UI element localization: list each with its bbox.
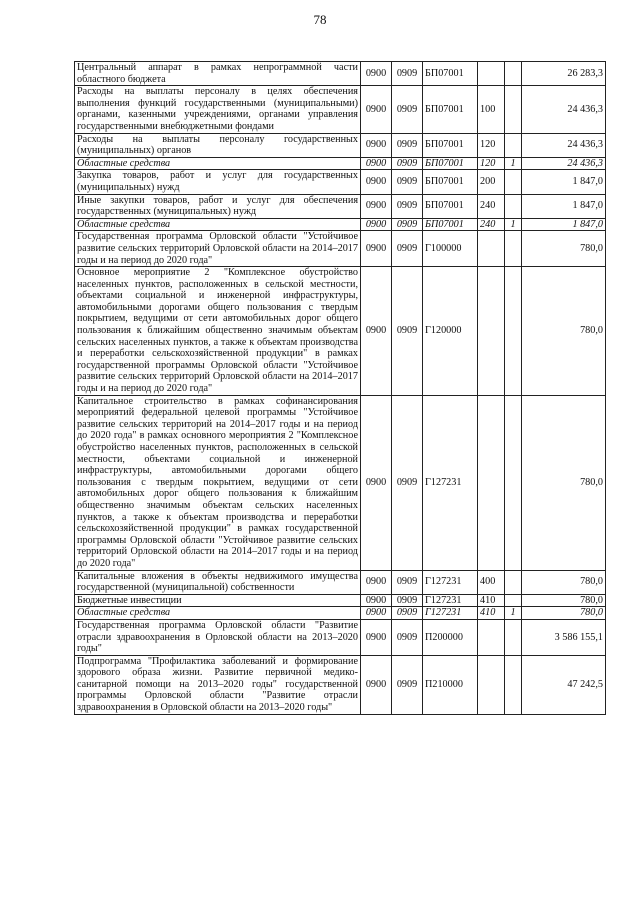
row-name: Бюджетные инвестиции — [75, 594, 361, 607]
row-funding-source — [505, 267, 522, 396]
row-funding-source — [505, 170, 522, 194]
row-expense-type — [478, 62, 505, 86]
row-funding-source: 1 — [505, 607, 522, 620]
row-target-code: БП07001 — [423, 62, 478, 86]
row-name: Расходы на выплаты персоналу государственных (муниципальных) органов — [75, 133, 361, 157]
row-target-code: Г127231 — [423, 570, 478, 594]
row-funding-source — [505, 655, 522, 714]
row-section-code: 0909 — [392, 619, 423, 655]
table-row — [75, 157, 606, 170]
row-section-code: 0909 — [392, 267, 423, 396]
row-amount: 780,0 — [522, 594, 606, 607]
row-funding-source — [505, 570, 522, 594]
table-row — [75, 231, 606, 267]
row-name: Областные средства — [75, 157, 361, 170]
row-ved-code: 0900 — [361, 157, 392, 170]
row-target-code: БП07001 — [423, 133, 478, 157]
row-ved-code: 0900 — [361, 570, 392, 594]
row-name: Основное мероприятие 2 "Комплексное обустройство населенных пунктов, расположенных в сельской местности, объектами социальной и инженерной инфраструктуры, автомобильными дорогами общего пользования с твердым покрытием, ведущими от сети автомобильных дорог общего пользования к ближайшим общественно значимым объектам сельских населенных пунктов, а также к объектам производства и переработки сельскохозяйственной продукции" в рамках государственной программы Орловской области "Устойчивое развитие сельских территорий Орловской области на 2014–2017 годы и на период до 2020 года" — [75, 267, 361, 396]
table-row — [75, 170, 606, 194]
row-name: Подпрограмма "Профилактика заболеваний и формирование здорового образа жизни. Развитие первичной медико-санитарной помощи на 2013–2020 годы" государственной программы Орловской области "Развитие отрасли здравоохранения в Орловской области на 2013–2020 годы" — [75, 655, 361, 714]
row-funding-source: 1 — [505, 157, 522, 170]
row-name: Иные закупки товаров, работ и услуг для обеспечения государственных (муниципальных) нужд — [75, 194, 361, 218]
row-amount: 1 847,0 — [522, 218, 606, 231]
row-amount: 1 847,0 — [522, 170, 606, 194]
row-amount: 24 436,3 — [522, 86, 606, 133]
row-ved-code: 0900 — [361, 86, 392, 133]
row-target-code: БП07001 — [423, 157, 478, 170]
row-section-code: 0909 — [392, 395, 423, 570]
row-target-code: БП07001 — [423, 170, 478, 194]
row-ved-code: 0900 — [361, 607, 392, 620]
row-name: Капитальное строительство в рамках софинансирования мероприятий федеральной целевой программы "Устойчивое развитие сельских территорий на 2014–2017 годы и на период до 2020 года" в рамках основного мероприятия 2 "Комплексное обустройство населенных пунктов, расположенных в сельской местности, объектами социальной и инженерной инфраструктуры, автомобильными дорогами общего пользования с твердым покрытием, ведущими от сети автомобильных дорог общего пользования к ближайшим общественно значимым объектам сельских населенных пунктов, а также к объектам производства и переработки сельскохозяйственной продукции" в рамках государственной программы Орловской области "Устойчивое развитие сельских территорий Орловской области на 2014–2017 годы и на период до 2020 года" — [75, 395, 361, 570]
row-amount: 3 586 155,1 — [522, 619, 606, 655]
row-ved-code: 0900 — [361, 62, 392, 86]
row-expense-type — [478, 267, 505, 396]
row-expense-type: 120 — [478, 133, 505, 157]
table-row — [75, 594, 606, 607]
row-target-code: Г127231 — [423, 607, 478, 620]
table-row — [75, 62, 606, 86]
row-funding-source — [505, 133, 522, 157]
row-section-code: 0909 — [392, 231, 423, 267]
row-section-code: 0909 — [392, 157, 423, 170]
row-funding-source — [505, 231, 522, 267]
row-ved-code: 0900 — [361, 194, 392, 218]
budget-table-body — [75, 62, 606, 715]
row-ved-code: 0900 — [361, 267, 392, 396]
budget-table — [74, 61, 606, 715]
row-amount: 780,0 — [522, 607, 606, 620]
row-expense-type: 400 — [478, 570, 505, 594]
row-expense-type — [478, 619, 505, 655]
row-amount: 780,0 — [522, 395, 606, 570]
row-funding-source: 1 — [505, 218, 522, 231]
row-funding-source — [505, 86, 522, 133]
row-expense-type: 200 — [478, 170, 505, 194]
table-row — [75, 395, 606, 570]
row-ved-code: 0900 — [361, 231, 392, 267]
row-expense-type: 240 — [478, 218, 505, 231]
row-target-code: БП07001 — [423, 194, 478, 218]
row-expense-type — [478, 395, 505, 570]
row-ved-code: 0900 — [361, 133, 392, 157]
row-amount: 1 847,0 — [522, 194, 606, 218]
row-expense-type: 120 — [478, 157, 505, 170]
row-ved-code: 0900 — [361, 594, 392, 607]
row-amount: 24 436,3 — [522, 133, 606, 157]
row-funding-source — [505, 395, 522, 570]
row-section-code: 0909 — [392, 194, 423, 218]
table-row — [75, 570, 606, 594]
row-target-code: БП07001 — [423, 86, 478, 133]
row-name: Государственная программа Орловской области "Устойчивое развитие сельских территорий Орловской области на 2014–2017 годы и на период до 2020 года" — [75, 231, 361, 267]
row-amount: 780,0 — [522, 570, 606, 594]
row-section-code: 0909 — [392, 570, 423, 594]
row-ved-code: 0900 — [361, 170, 392, 194]
row-funding-source — [505, 594, 522, 607]
row-expense-type: 410 — [478, 607, 505, 620]
table-row — [75, 194, 606, 218]
row-section-code: 0909 — [392, 170, 423, 194]
row-target-code: Г127231 — [423, 594, 478, 607]
row-amount: 26 283,3 — [522, 62, 606, 86]
row-funding-source — [505, 619, 522, 655]
table-row — [75, 267, 606, 396]
row-expense-type: 240 — [478, 194, 505, 218]
row-name: Центральный аппарат в рамках непрограммной части областного бюджета — [75, 62, 361, 86]
row-target-code: П200000 — [423, 619, 478, 655]
row-amount: 780,0 — [522, 267, 606, 396]
row-expense-type: 410 — [478, 594, 505, 607]
row-section-code: 0909 — [392, 607, 423, 620]
row-expense-type: 100 — [478, 86, 505, 133]
row-name: Областные средства — [75, 607, 361, 620]
row-target-code: БП07001 — [423, 218, 478, 231]
table-row — [75, 86, 606, 133]
row-amount: 47 242,5 — [522, 655, 606, 714]
row-target-code: Г100000 — [423, 231, 478, 267]
row-target-code: Г120000 — [423, 267, 478, 396]
row-name: Капитальные вложения в объекты недвижимого имущества государственной (муниципальной) собственности — [75, 570, 361, 594]
row-section-code: 0909 — [392, 594, 423, 607]
row-section-code: 0909 — [392, 655, 423, 714]
row-funding-source — [505, 62, 522, 86]
row-name: Закупка товаров, работ и услуг для государственных (муниципальных) нужд — [75, 170, 361, 194]
row-ved-code: 0900 — [361, 655, 392, 714]
row-amount: 24 436,3 — [522, 157, 606, 170]
row-target-code: П210000 — [423, 655, 478, 714]
table-row — [75, 607, 606, 620]
row-ved-code: 0900 — [361, 395, 392, 570]
row-expense-type — [478, 231, 505, 267]
row-name: Государственная программа Орловской области "Развитие отрасли здравоохранения в Орловской области на 2013–2020 годы" — [75, 619, 361, 655]
table-row — [75, 619, 606, 655]
row-name: Областные средства — [75, 218, 361, 231]
table-row — [75, 655, 606, 714]
row-section-code: 0909 — [392, 133, 423, 157]
row-section-code: 0909 — [392, 86, 423, 133]
row-section-code: 0909 — [392, 62, 423, 86]
row-name: Расходы на выплаты персоналу в целях обеспечения выполнения функций государственными (муниципальными) органами, казенными учреждениями, органами управления государственными внебюджетными фондами — [75, 86, 361, 133]
row-amount: 780,0 — [522, 231, 606, 267]
row-ved-code: 0900 — [361, 218, 392, 231]
row-expense-type — [478, 655, 505, 714]
row-ved-code: 0900 — [361, 619, 392, 655]
row-section-code: 0909 — [392, 218, 423, 231]
table-row — [75, 133, 606, 157]
table-row — [75, 218, 606, 231]
row-target-code: Г127231 — [423, 395, 478, 570]
page-number: 78 — [313, 12, 327, 27]
row-funding-source — [505, 194, 522, 218]
